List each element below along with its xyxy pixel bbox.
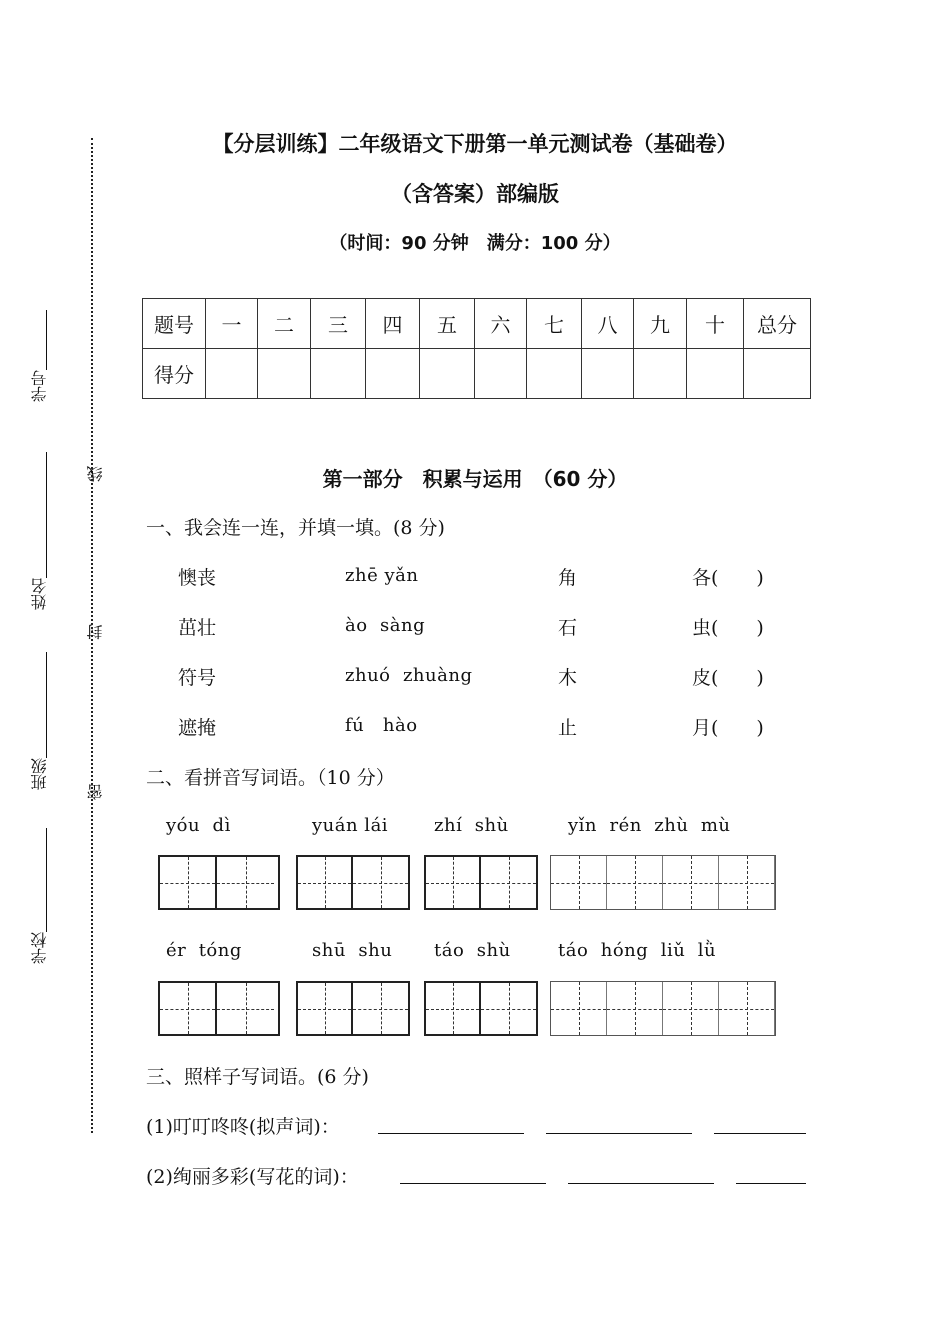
table-cell: 七 [527, 299, 582, 349]
q3-item1-label: (1)叮叮咚咚(拟声词)： [146, 1116, 340, 1138]
table-cell: 九 [634, 299, 687, 349]
answer-blank[interactable] [736, 1183, 806, 1184]
score-input-cell[interactable] [366, 349, 420, 399]
writing-grid[interactable] [550, 981, 776, 1036]
student-id-label: 学号 [30, 370, 49, 402]
q2-prompt: 二、看拼音写词语。（10 分） [146, 767, 395, 789]
writing-grid[interactable] [158, 981, 280, 1036]
q2-pinyin: zhí shù [434, 815, 509, 836]
score-input-cell[interactable] [311, 349, 366, 399]
class-blank[interactable] [46, 652, 47, 758]
score-input-cell[interactable] [206, 349, 258, 399]
q3-prompt: 三、照样子写词语。(6 分) [146, 1066, 369, 1088]
score-input-cell[interactable] [582, 349, 634, 399]
q1-pinyin: fú hào [345, 715, 418, 736]
writing-grid[interactable] [424, 981, 538, 1036]
school-label: 学校 [30, 932, 49, 964]
q2-pinyin: shū shu [312, 940, 393, 961]
student-id-blank[interactable] [46, 310, 47, 370]
q2-pinyin: yǐn rén zhù mù [568, 815, 731, 836]
table-cell: 二 [258, 299, 311, 349]
q2-pinyin: táo hóng liǔ lǜ [558, 940, 717, 961]
q1-char: 木 [558, 667, 578, 689]
score-input-cell[interactable] [634, 349, 687, 399]
writing-grid[interactable] [296, 981, 410, 1036]
q1-char: 石 [558, 617, 578, 639]
seal-char-seal: 封 [86, 624, 105, 640]
table-cell: 四 [366, 299, 420, 349]
document-title-line1: 【分层训练】二年级语文下册第一单元测试卷（基础卷） [212, 132, 738, 156]
q1-word: 茁壮 [178, 617, 217, 639]
q1-word: 遮掩 [178, 717, 217, 739]
q1-prompt: 一、我会连一连，并填一填。(8 分) [146, 517, 445, 539]
score-input-cell[interactable] [527, 349, 582, 399]
answer-blank[interactable] [568, 1183, 714, 1184]
q1-fill[interactable]: 皮( ) [692, 667, 764, 689]
name-label: 姓名 [30, 578, 49, 610]
school-blank[interactable] [46, 828, 47, 932]
score-table [142, 298, 811, 399]
q1-word: 懊丧 [178, 567, 217, 589]
q1-word: 符号 [178, 667, 217, 689]
table-cell: 一 [206, 299, 258, 349]
score-input-cell[interactable] [744, 349, 811, 399]
q1-char: 止 [558, 717, 578, 739]
score-input-cell[interactable] [687, 349, 744, 399]
score-input-cell[interactable] [258, 349, 311, 399]
score-input-cell[interactable] [475, 349, 527, 399]
q2-pinyin: táo shù [434, 940, 511, 961]
table-cell: 总分 [744, 299, 811, 349]
writing-grid[interactable] [424, 855, 538, 910]
table-cell: 六 [475, 299, 527, 349]
writing-grid[interactable] [296, 855, 410, 910]
answer-blank[interactable] [400, 1183, 546, 1184]
class-label: 班级 [30, 758, 49, 790]
answer-blank[interactable] [546, 1133, 692, 1134]
writing-grid[interactable] [550, 855, 776, 910]
part1-heading: 第一部分 积累与运用 （60 分） [322, 467, 628, 491]
table-cell: 八 [582, 299, 634, 349]
q2-pinyin: ér tóng [166, 940, 242, 961]
table-cell: 三 [311, 299, 366, 349]
q2-pinyin: yuán lái [312, 815, 389, 836]
q1-fill[interactable]: 虫( ) [692, 617, 764, 639]
answer-blank[interactable] [378, 1133, 524, 1134]
answer-blank[interactable] [714, 1133, 806, 1134]
q2-pinyin: yóu dì [166, 815, 231, 836]
score-input-cell[interactable] [420, 349, 475, 399]
table-cell: 十 [687, 299, 744, 349]
writing-grid[interactable] [158, 855, 280, 910]
table-cell: 五 [420, 299, 475, 349]
q1-pinyin: zhuó zhuàng [345, 665, 473, 686]
score-table-header-row [143, 299, 811, 349]
seal-char-line: 线 [86, 466, 105, 482]
seal-char-secret: 密 [86, 784, 105, 800]
table-cell: 题号 [143, 299, 206, 349]
q3-item2-label: (2)绚丽多彩(写花的词)： [146, 1166, 359, 1188]
time-score-info: （时间：90 分钟 满分：100 分） [329, 233, 621, 254]
q1-pinyin: zhē yǎn [345, 565, 419, 586]
document-title-line2: （含答案）部编版 [391, 182, 559, 206]
q1-pinyin: ào sàng [345, 615, 426, 636]
q1-fill[interactable]: 月( ) [692, 717, 764, 739]
q1-fill[interactable]: 各( ) [692, 567, 764, 589]
score-table-score-row [143, 349, 811, 399]
table-cell: 得分 [143, 349, 206, 399]
q1-char: 角 [558, 567, 578, 589]
